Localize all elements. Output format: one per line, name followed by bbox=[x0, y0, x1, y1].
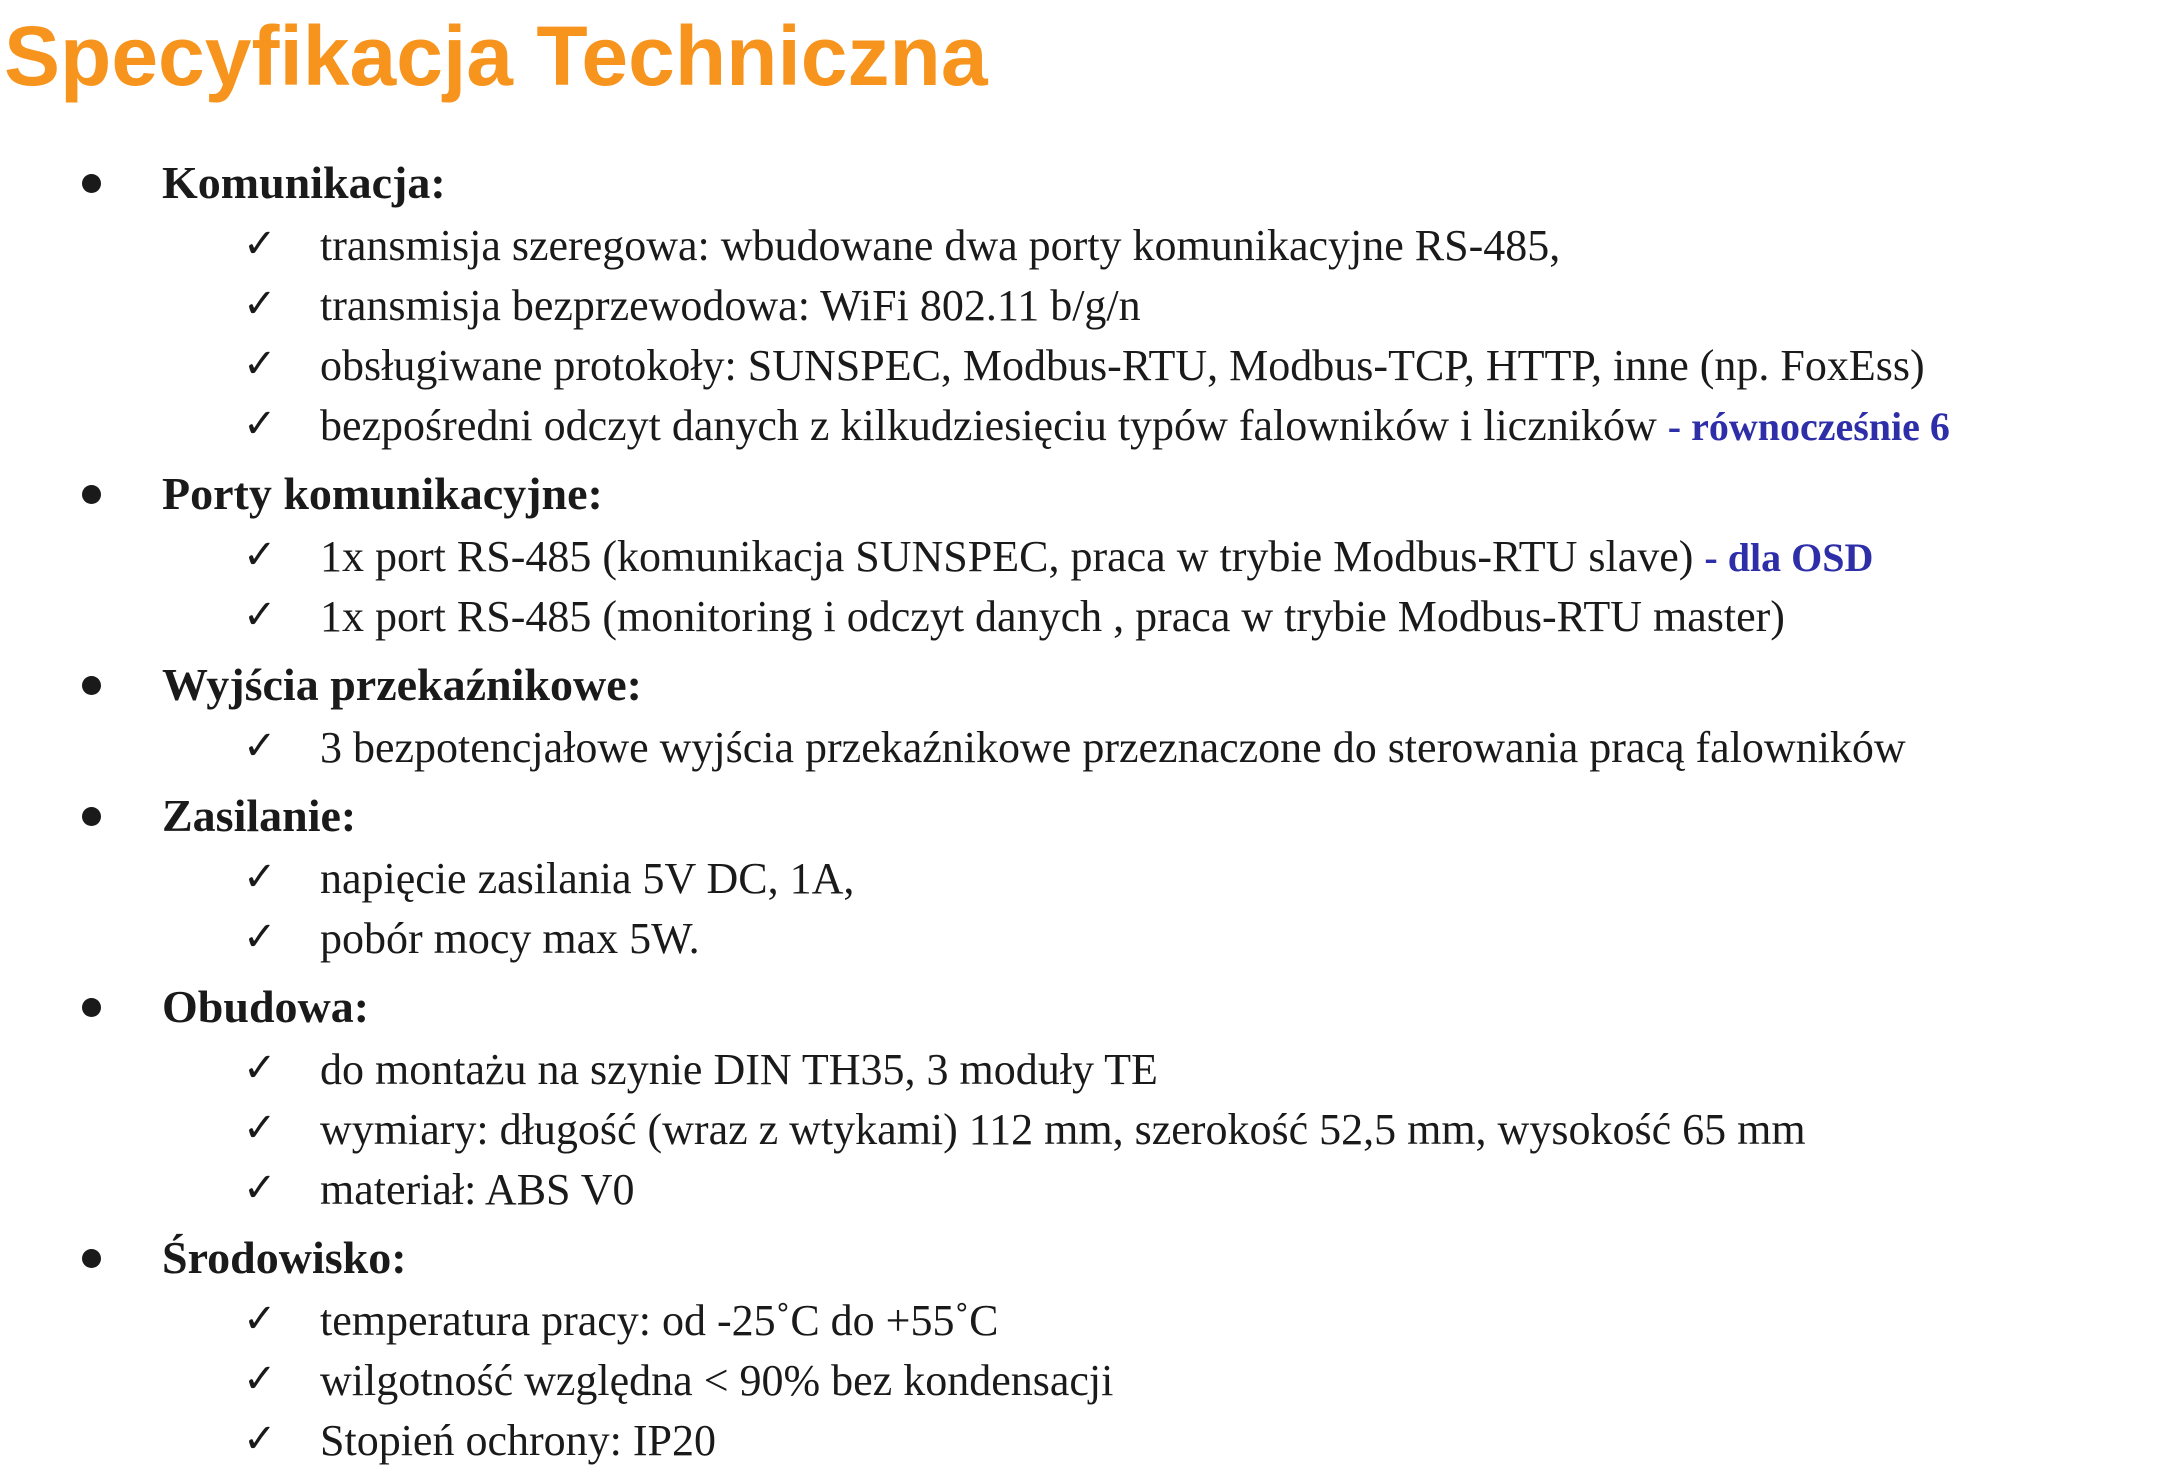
spec-list bbox=[0, 150, 2160, 1471]
list-item bbox=[0, 216, 2160, 276]
checkmark-icon: ✓ bbox=[243, 1045, 277, 1091]
section-title: Zasilanie: bbox=[162, 790, 357, 841]
item-list bbox=[0, 849, 2160, 969]
bullet-dot-icon bbox=[82, 174, 101, 193]
checkmark-icon: ✓ bbox=[243, 1165, 277, 1211]
bullet-dot-icon bbox=[82, 1249, 101, 1268]
item-text: 3 bezpotencjałowe wyjścia przekaźnikowe przeznaczone do sterowania pracą falowników bbox=[320, 723, 1906, 772]
section-porty-komunikacyjne bbox=[0, 461, 2160, 647]
section-title: Środowisko: bbox=[162, 1232, 407, 1283]
checkmark-icon: ✓ bbox=[243, 914, 277, 960]
item-text: Stopień ochrony: IP20 bbox=[320, 1416, 716, 1465]
section-title: Obudowa: bbox=[162, 981, 370, 1032]
checkmark-icon: ✓ bbox=[243, 341, 277, 387]
item-list bbox=[0, 216, 2160, 456]
list-item bbox=[0, 1100, 2160, 1160]
checkmark-icon: ✓ bbox=[243, 532, 277, 578]
list-item bbox=[0, 718, 2160, 778]
section-header bbox=[0, 461, 2160, 527]
checkmark-icon: ✓ bbox=[243, 401, 277, 447]
list-item bbox=[0, 849, 2160, 909]
section-zasilanie bbox=[0, 783, 2160, 969]
bullet-dot-icon bbox=[82, 998, 101, 1017]
item-text: napięcie zasilania 5V DC, 1A, bbox=[320, 854, 855, 903]
item-note: - dla OSD bbox=[1704, 535, 1874, 580]
list-item bbox=[0, 527, 2160, 587]
list-item bbox=[0, 587, 2160, 647]
checkmark-icon: ✓ bbox=[243, 281, 277, 327]
list-item bbox=[0, 1411, 2160, 1471]
bullet-dot-icon bbox=[82, 485, 101, 504]
item-text: do montażu na szynie DIN TH35, 3 moduły TE bbox=[320, 1045, 1158, 1094]
section-header bbox=[0, 974, 2160, 1040]
section-header bbox=[0, 150, 2160, 216]
section-title: Komunikacja: bbox=[162, 157, 446, 208]
item-text: 1x port RS-485 (monitoring i odczyt danych , praca w trybie Modbus-RTU master) bbox=[320, 592, 1785, 641]
section-komunikacja bbox=[0, 150, 2160, 456]
bullet-dot-icon bbox=[82, 807, 101, 826]
list-item bbox=[0, 1291, 2160, 1351]
checkmark-icon: ✓ bbox=[243, 1105, 277, 1151]
checkmark-icon: ✓ bbox=[243, 592, 277, 638]
section-title: Wyjścia przekaźnikowe: bbox=[162, 659, 642, 710]
item-text: bezpośredni odczyt danych z kilkudziesięciu typów falowników i liczników - równocześnie 6 bbox=[320, 401, 1950, 450]
item-text: wymiary: długość (wraz z wtykami) 112 mm, szerokość 52,5 mm, wysokość 65 mm bbox=[320, 1105, 1806, 1154]
list-item bbox=[0, 336, 2160, 396]
list-item bbox=[0, 1040, 2160, 1100]
list-item bbox=[0, 276, 2160, 336]
item-text: transmisja szeregowa: wbudowane dwa porty komunikacyjne RS-485, bbox=[320, 221, 1561, 270]
list-item bbox=[0, 909, 2160, 969]
section-title: Porty komunikacyjne: bbox=[162, 468, 603, 519]
item-text: 1x port RS-485 (komunikacja SUNSPEC, praca w trybie Modbus-RTU slave) - dla OSD bbox=[320, 532, 1874, 581]
checkmark-icon: ✓ bbox=[243, 1296, 277, 1342]
item-list bbox=[0, 1040, 2160, 1220]
section-srodowisko bbox=[0, 1225, 2160, 1471]
bullet-dot-icon bbox=[82, 676, 101, 695]
section-obudowa bbox=[0, 974, 2160, 1220]
item-note: - równocześnie 6 bbox=[1667, 404, 1950, 449]
list-item bbox=[0, 396, 2160, 456]
section-wyjscia-przekaznikowe bbox=[0, 652, 2160, 778]
item-text: temperatura pracy: od -25˚C do +55˚C bbox=[320, 1296, 999, 1345]
item-text: materiał: ABS V0 bbox=[320, 1165, 635, 1214]
checkmark-icon: ✓ bbox=[243, 1416, 277, 1462]
section-header bbox=[0, 1225, 2160, 1291]
checkmark-icon: ✓ bbox=[243, 1356, 277, 1402]
page-title: Specyfikacja Techniczna bbox=[4, 9, 988, 103]
checkmark-icon: ✓ bbox=[243, 854, 277, 900]
item-list bbox=[0, 527, 2160, 647]
list-item bbox=[0, 1160, 2160, 1220]
item-text: wilgotność względna < 90% bez kondensacji bbox=[320, 1356, 1114, 1405]
item-list bbox=[0, 718, 2160, 778]
section-header bbox=[0, 652, 2160, 718]
checkmark-icon: ✓ bbox=[243, 221, 277, 267]
section-header bbox=[0, 783, 2160, 849]
item-text: transmisja bezprzewodowa: WiFi 802.11 b/g/n bbox=[320, 281, 1141, 330]
checkmark-icon: ✓ bbox=[243, 723, 277, 769]
list-item bbox=[0, 1351, 2160, 1411]
item-text: obsługiwane protokoły: SUNSPEC, Modbus-RTU, Modbus-TCP, HTTP, inne (np. FoxEss) bbox=[320, 341, 1925, 390]
item-text: pobór mocy max 5W. bbox=[320, 914, 700, 963]
item-list bbox=[0, 1291, 2160, 1471]
